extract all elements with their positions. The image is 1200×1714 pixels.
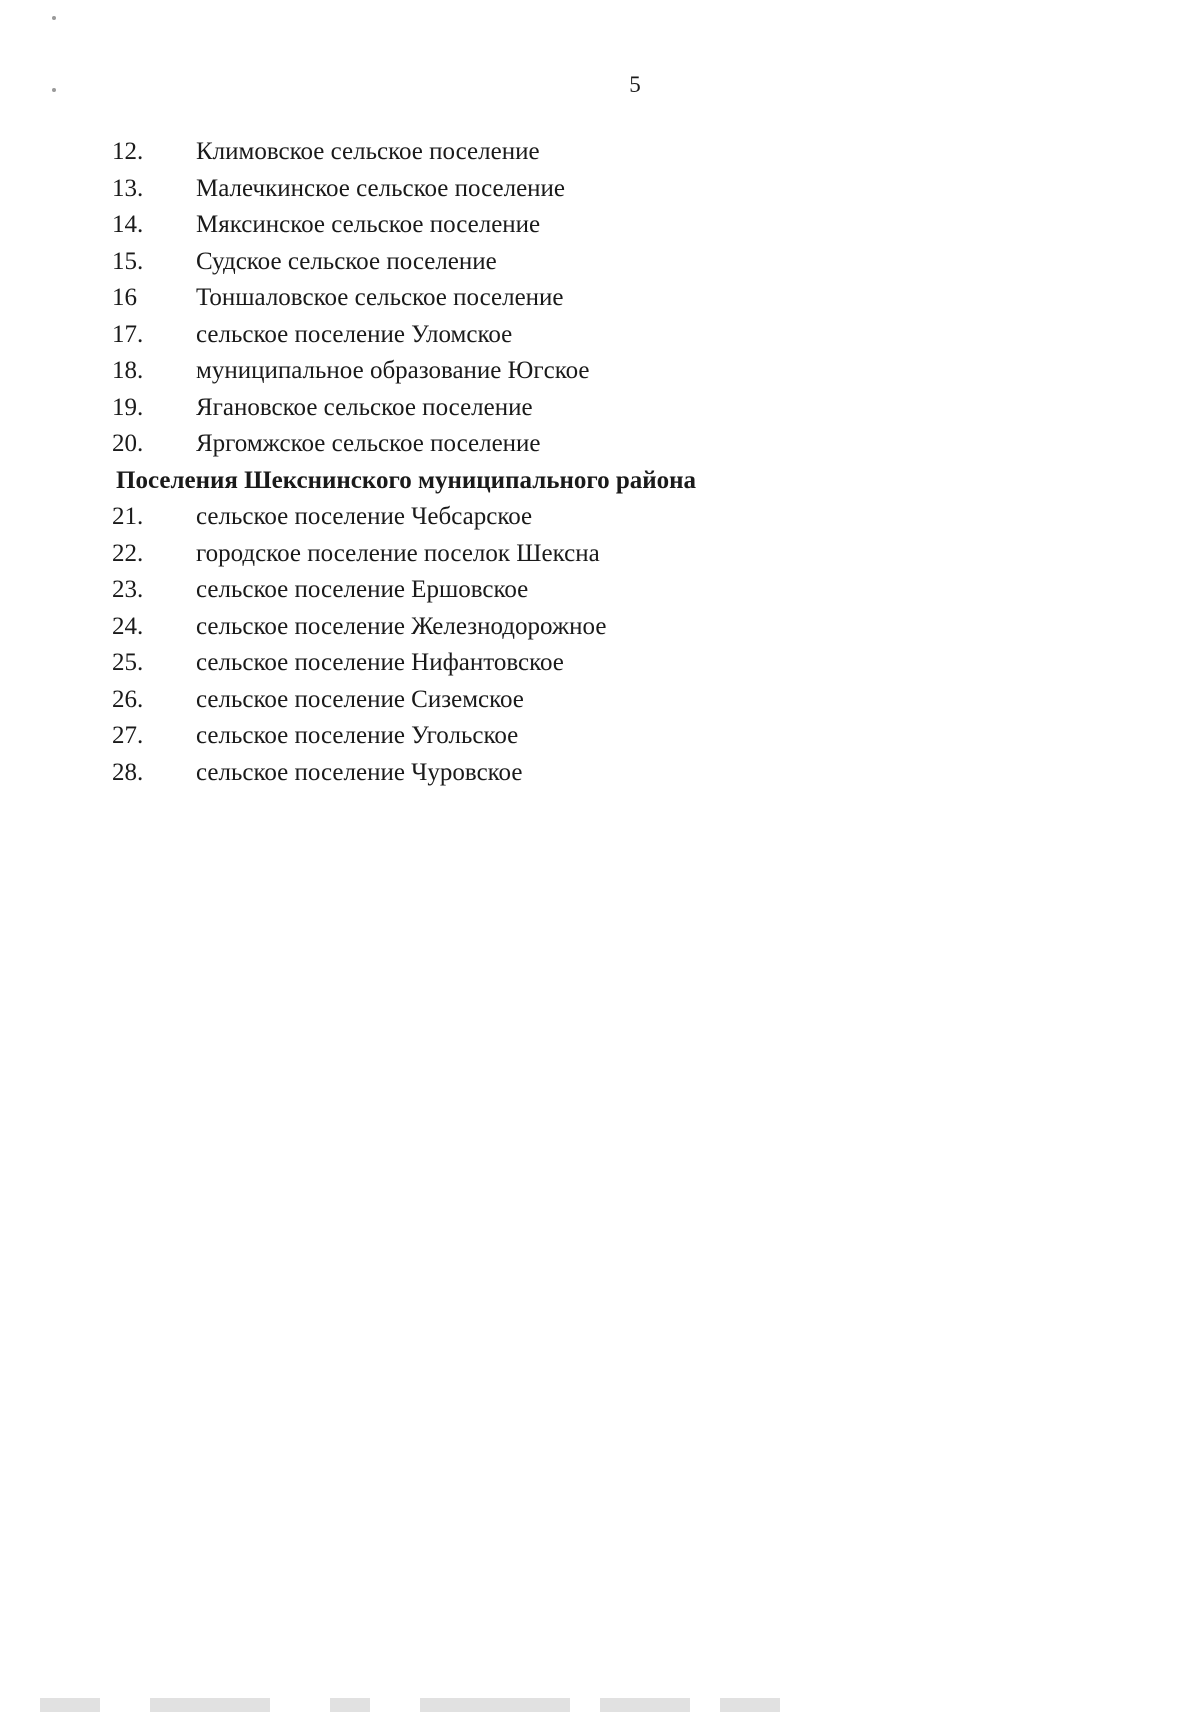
list-item (112, 609, 992, 646)
item-number: 12. (112, 138, 144, 165)
item-text: сельское поселение Железнодорожное (196, 612, 607, 640)
list-item (112, 718, 992, 755)
item-number: 14. (112, 211, 144, 238)
item-text: Ягановское сельское поселение (196, 393, 533, 421)
item-text: городское поселение поселок Шексна (196, 539, 600, 567)
list-item (112, 244, 992, 281)
item-number: 26. (112, 685, 144, 713)
item-number: 22. (112, 539, 144, 567)
list-item (112, 207, 992, 244)
list-item (112, 317, 992, 354)
list-item (112, 645, 992, 682)
list-item (112, 536, 992, 573)
list-item (112, 499, 992, 536)
item-text: Малечкинское сельское поселение (196, 174, 566, 202)
page-number: 5 (629, 72, 641, 97)
item-number: 21. (112, 503, 144, 530)
item-text: сельское поселение Чуровское (196, 758, 523, 786)
scan-speck (52, 88, 56, 92)
list-item (112, 134, 992, 171)
section-heading: Поселения Шекснинского муниципального района (116, 466, 697, 494)
item-number: 27. (112, 722, 144, 749)
item-text: Мяксинское сельское поселение (196, 211, 541, 238)
item-text: сельское поселение Чебсарское (196, 503, 533, 530)
item-text: сельское поселение Нифантовское (196, 649, 564, 676)
item-number: 13. (112, 174, 144, 202)
scan-noise (330, 1698, 370, 1712)
scan-speck (52, 16, 56, 20)
item-text: сельское поселение Угольское (196, 722, 519, 749)
list-item (112, 426, 992, 463)
item-number: 18. (112, 357, 144, 384)
item-number: 23. (112, 576, 144, 603)
item-text: сельское поселение Уломское (196, 320, 513, 348)
scan-noise (40, 1698, 100, 1712)
item-text: Судское сельское поселение (196, 247, 497, 275)
item-number: 17. (112, 320, 144, 348)
item-number: 20. (112, 430, 144, 457)
item-number: 24. (112, 612, 144, 640)
scan-noise (150, 1698, 270, 1712)
list-item (112, 171, 992, 208)
item-text: сельское поселение Сиземское (196, 685, 524, 713)
item-text: Тоншаловское сельское поселение (196, 284, 564, 311)
item-number: 25. (112, 649, 144, 676)
item-text: Яргомжское сельское поселение (196, 430, 541, 457)
item-number: 28. (112, 758, 144, 786)
scan-noise-strip (0, 1690, 1200, 1714)
item-number: 15. (112, 247, 144, 275)
list-item (112, 280, 992, 317)
scan-noise (420, 1698, 570, 1712)
scan-noise (600, 1698, 690, 1712)
list-item (112, 390, 992, 427)
item-number: 19. (112, 393, 144, 421)
list-item (112, 572, 992, 609)
item-text: Климовское сельское поселение (196, 138, 540, 165)
list-item (112, 682, 992, 719)
item-number: 16 (112, 284, 137, 311)
settlements-list (112, 134, 992, 791)
list-item (112, 353, 992, 390)
scan-noise (720, 1698, 780, 1712)
list-item (112, 755, 992, 792)
item-text: сельское поселение Ершовское (196, 576, 529, 603)
item-text: муниципальное образование Югское (196, 357, 590, 384)
